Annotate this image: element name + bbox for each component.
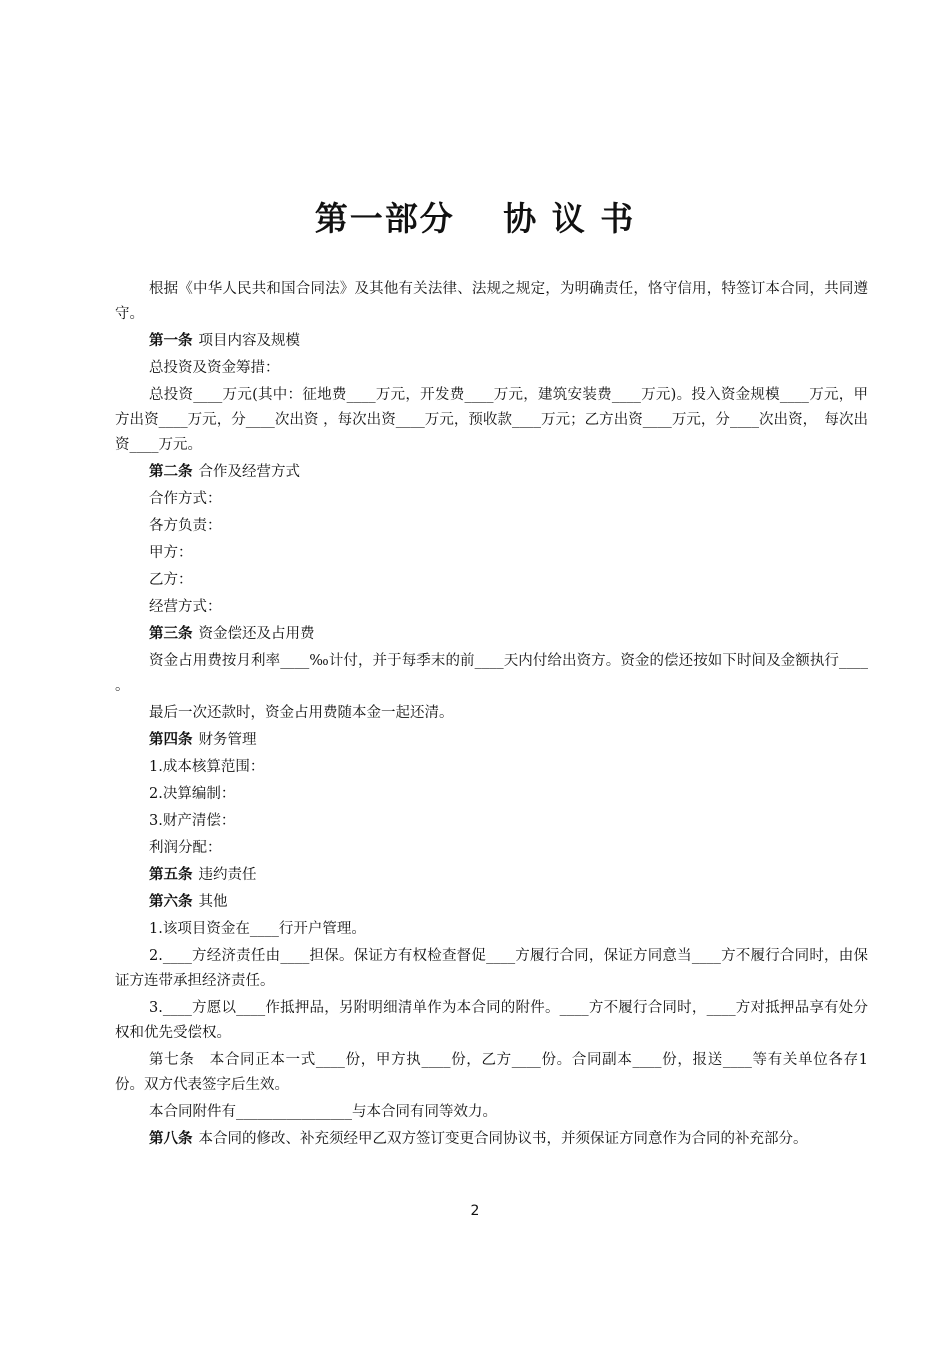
article-4-line: 1.成本核算范围： xyxy=(149,759,265,775)
article-5-title: 违约责任 xyxy=(198,867,257,883)
article-6-label: 第六条 xyxy=(149,894,193,910)
article-6-title: 其他 xyxy=(198,894,228,910)
article-6-item: 2.____方经济责任由____担保。保证方有权检查督促____方履行合同，保证方同意当____方不履行合同时，由保证方连带承担经济责任。 xyxy=(115,948,868,989)
article-1-text: 总投资____万元(其中：征地费____万元，开发费____万元，建筑安装费____万元)。投入资金规模____万元，甲方出资____万元，分____次出资 ，每次出资____万元，预收款____万元；乙方出资____万元，分____次出资， 每次出资____万元。 xyxy=(115,387,868,453)
article-4-label: 第四条 xyxy=(149,732,193,748)
document-body xyxy=(115,277,868,1154)
article-4-title: 财务管理 xyxy=(198,732,257,748)
article-4-heading xyxy=(115,728,868,753)
article-2-title: 合作及经营方式 xyxy=(198,464,300,480)
article-3-heading xyxy=(115,622,868,647)
article-8-text: 本合同的修改、补充须经甲乙双方签订变更合同协议书，并须保证方同意作为合同的补充部分。 xyxy=(198,1131,808,1147)
article-6-heading xyxy=(115,890,868,915)
article-6-item: 1.该项目资金在____行开户管理。 xyxy=(149,921,366,937)
article-2-line: 各方负责： xyxy=(149,518,222,534)
article-2-label: 第二条 xyxy=(149,464,193,480)
article-1-heading xyxy=(115,329,868,354)
article-2-line: 合作方式： xyxy=(149,491,222,507)
article-7-text: 第七条 本合同正本一式____份，甲方执____份，乙方____份。合同副本____份，报送____等有关单位各存1份。双方代表签字后生效。 xyxy=(115,1052,868,1093)
article-8-paragraph xyxy=(115,1127,868,1152)
page-number: 2 xyxy=(470,1203,480,1219)
preamble-paragraph: 根据《中华人民共和国合同法》及其他有关法律、法规之规定，为明确责任，恪守信用，特签订本合同，共同遵守。 xyxy=(115,281,868,322)
article-1-title: 项目内容及规模 xyxy=(198,333,300,349)
article-3-title: 资金偿还及占用费 xyxy=(198,626,315,642)
document-title: 第一部分 协 议 书 xyxy=(314,199,636,238)
article-4-line: 利润分配： xyxy=(149,840,222,856)
article-4-line: 2.决算编制： xyxy=(149,786,236,802)
article-2-line: 经营方式： xyxy=(149,599,222,615)
article-3-text-2: 最后一次还款时，资金占用费随本金一起还清。 xyxy=(149,705,454,721)
attachments-text: 本合同附件有________________与本合同有同等效力。 xyxy=(149,1104,497,1120)
article-1-subheading: 总投资及资金筹措： xyxy=(149,360,280,376)
article-4-line: 3.财产清偿： xyxy=(149,813,236,829)
article-2-line: 乙方： xyxy=(149,572,193,588)
article-3-text-1: 资金占用费按月利率____‰计付，并于每季末的前____天内付给出资方。资金的偿还按如下时间及金额执行____ 。 xyxy=(115,653,868,694)
article-5-heading xyxy=(115,863,868,888)
article-1-label: 第一条 xyxy=(149,333,193,349)
article-5-label: 第五条 xyxy=(149,867,193,883)
article-6-item: 3.____方愿以____作抵押品，另附明细清单作为本合同的附件。____方不履行合同时，____方对抵押品享有处分权和优先受偿权。 xyxy=(115,1000,868,1041)
article-8-label: 第八条 xyxy=(149,1131,193,1147)
article-2-line: 甲方： xyxy=(149,545,193,561)
article-2-heading xyxy=(115,460,868,485)
article-3-label: 第三条 xyxy=(149,626,193,642)
